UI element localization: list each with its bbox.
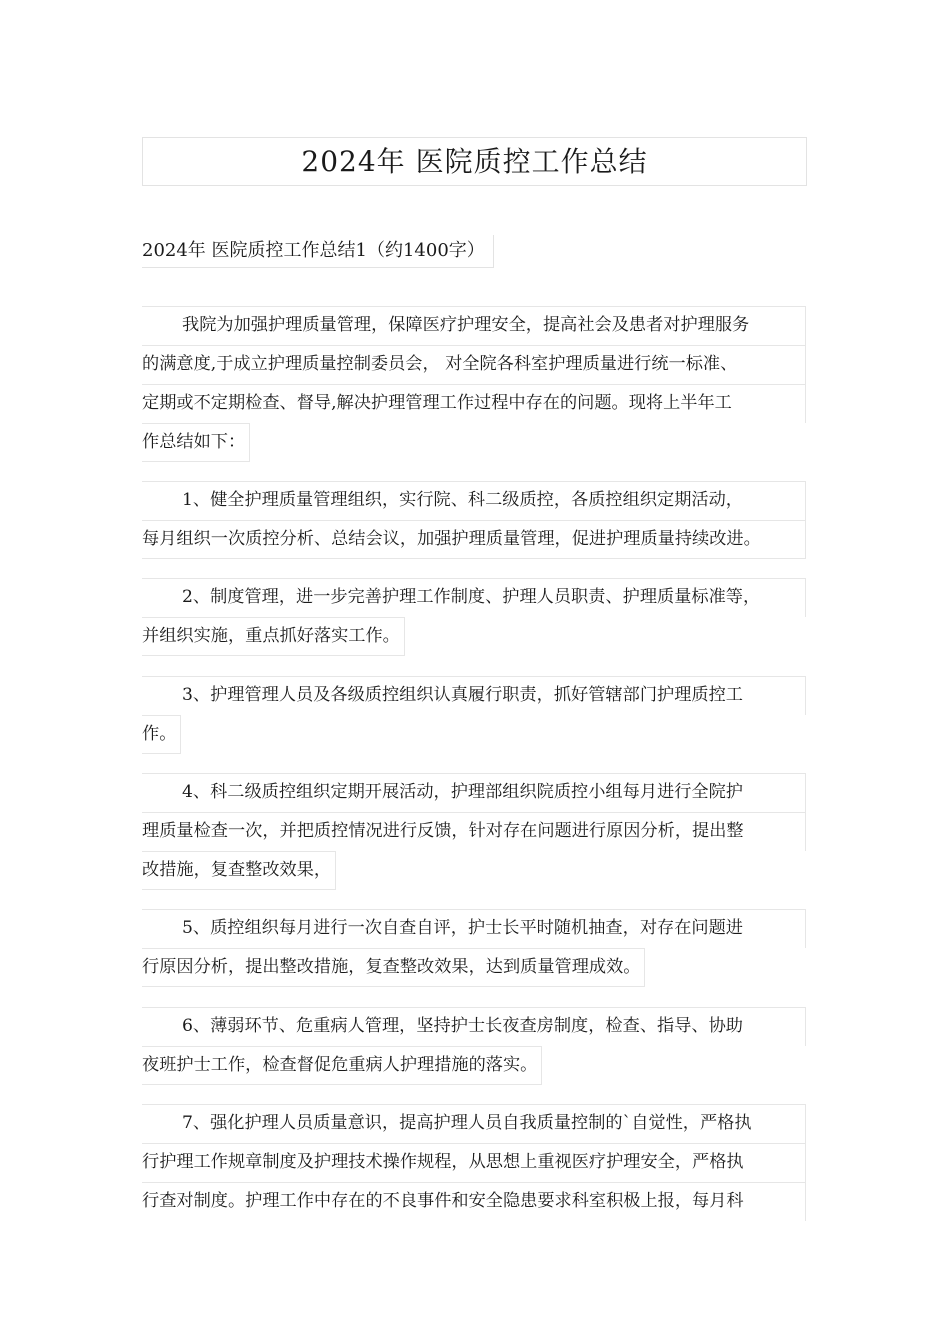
paragraph-item-2 <box>142 578 806 661</box>
paragraph-line: 行查对制度。护理工作中存在的不良事件和安全隐患要求科室积极上报，每月科 <box>142 1182 806 1221</box>
section-heading: 2024年 医院质控工作总结1（约1400字） <box>142 235 494 268</box>
paragraph-line: 2、制度管理，进一步完善护理工作制度、护理人员职责、护理质量标准等， <box>142 578 806 617</box>
paragraph-line: 作。 <box>142 715 181 754</box>
paragraph-item-4 <box>142 773 806 895</box>
paragraph-line: 6、薄弱环节、危重病人管理，坚持护士长夜查房制度，检查、指导、协助 <box>142 1007 806 1046</box>
document-title: 2024年 医院质控工作总结 <box>142 137 807 186</box>
paragraph-line: 每月组织一次质控分析、总结会议，加强护理质量管理，促进护理质量持续改进。 <box>142 520 806 559</box>
paragraph-line: 我院为加强护理质量管理，保障医疗护理安全，提高社会及患者对护理服务 <box>142 306 806 345</box>
paragraph-line: 4、科二级质控组织定期开展活动，护理部组织院质控小组每月进行全院护 <box>142 773 806 812</box>
paragraph-line: 定期或不定期检查、督导,解决护理管理工作过程中存在的问题。现将上半年工 <box>142 384 806 423</box>
paragraph-line: 作总结如下： <box>142 423 250 462</box>
paragraph-line: 的满意度,于成立护理质量控制委员会， 对全院各科室护理质量进行统一标准、 <box>142 345 806 384</box>
paragraph-line: 7、强化护理人员质量意识，提高护理人员自我质量控制的`自觉性，严格执 <box>142 1104 806 1143</box>
paragraph-line: 夜班护士工作，检查督促危重病人护理措施的落实。 <box>142 1046 542 1085</box>
paragraph-line: 理质量检查一次，并把质控情况进行反馈，针对存在问题进行原因分析，提出整 <box>142 812 806 851</box>
paragraph-line: 5、质控组织每月进行一次自查自评，护士长平时随机抽查，对存在问题进 <box>142 909 806 948</box>
paragraph-line: 3、护理管理人员及各级质控组织认真履行职责，抓好管辖部门护理质控工 <box>142 676 806 715</box>
paragraph-item-3 <box>142 676 806 759</box>
paragraph-line: 行原因分析，提出整改措施，复查整改效果，达到质量管理成效。 <box>142 948 645 987</box>
paragraph-item-6 <box>142 1007 806 1090</box>
paragraph-line: 1、健全护理质量管理组织，实行院、科二级质控，各质控组织定期活动， <box>142 481 806 520</box>
paragraph-item-5 <box>142 909 806 992</box>
paragraph-item-1 <box>142 481 806 559</box>
paragraph-intro <box>142 306 806 467</box>
paragraph-item-7 <box>142 1104 806 1221</box>
paragraph-line: 行护理工作规章制度及护理技术操作规程，从思想上重视医疗护理安全，严格执 <box>142 1143 806 1182</box>
paragraph-line: 改措施，复查整改效果， <box>142 851 336 890</box>
paragraph-line: 并组织实施，重点抓好落实工作。 <box>142 617 405 656</box>
